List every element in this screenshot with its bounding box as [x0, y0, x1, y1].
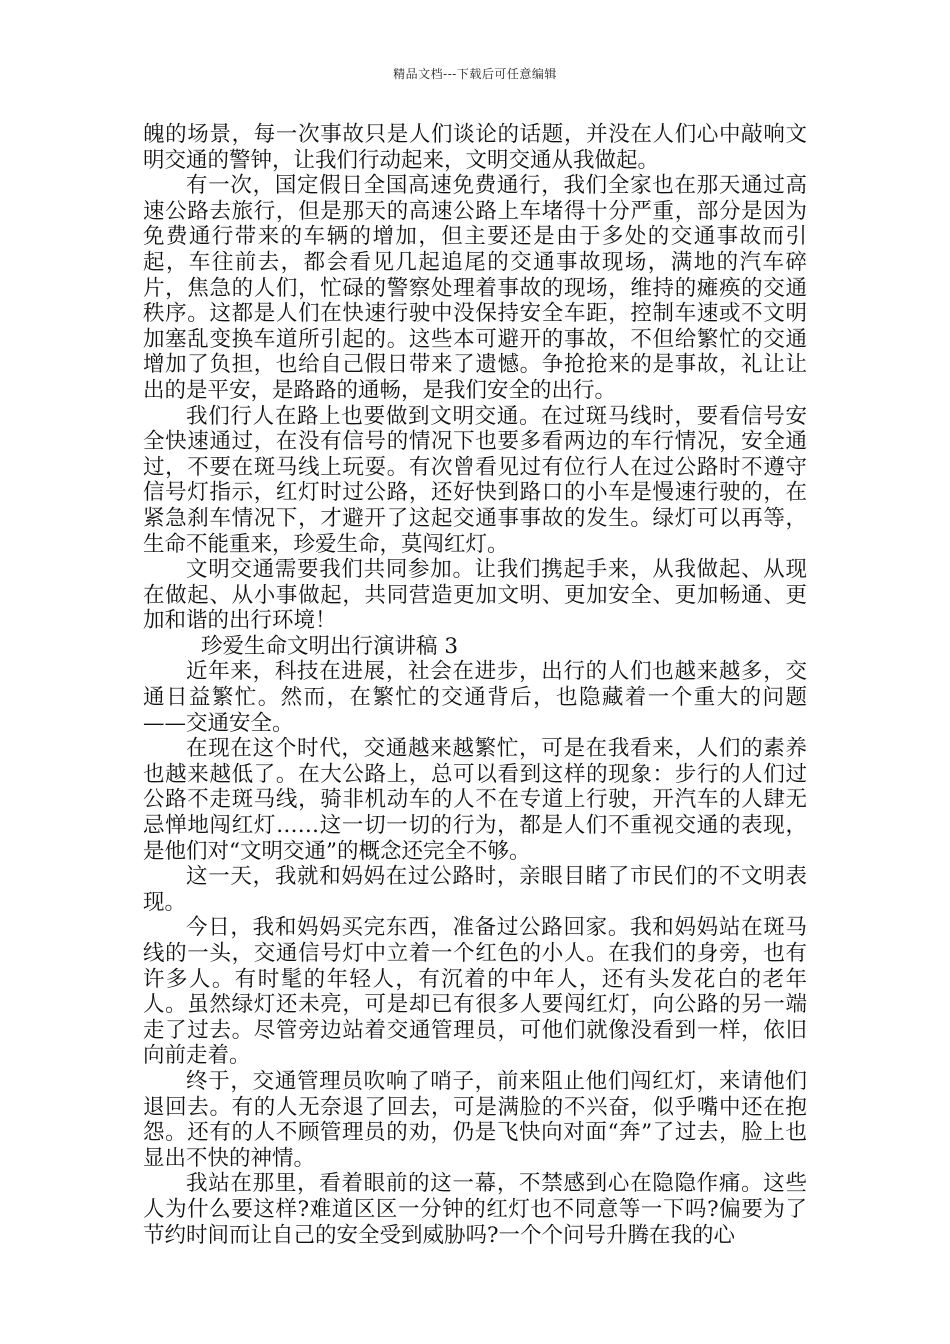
paragraph: 近年来，科技在进展，社会在进步，出行的人们也越来越多，交通日益繁忙。然而，在繁忙的交通背后，也隐藏着一个重大的问题——交通安全。: [143, 659, 807, 736]
page-header: 精品文档---下载后可任意编辑: [393, 67, 557, 81]
paragraph: 今日，我和妈妈买完东西，准备过公路回家。我和妈妈站在斑马线的一头，交通信号灯中立着一个红色的小人。在我们的身旁，也有许多人。有时髦的年轻人，有沉着的中年人，还有头发花白的老年人。虽然绿灯还未亮，可是却已有很多人要闯红灯，向公路的另一端走了过去。尽管旁边站着交通管理员，可他们就像没看到一样，依旧向前走着。: [143, 915, 807, 1069]
paragraph: 我们行人在路上也要做到文明交通。在过斑马线时，要看信号安全快速通过，在没有信号的情况下也要多看两边的车行情况，安全通过，不要在斑马线上玩耍。有次曾看见过有位行人在过公路时不遵守信号灯指示，红灯时过公路，还好快到路口的小车是慢速行驶的，在紧急刹车情况下，才避开了这起交通事事故的发生。绿灯可以再等，生命不能重来，珍爱生命，莫闯红灯。: [143, 403, 807, 557]
paragraph: 终于，交通管理员吹响了哨子，前来阻止他们闯红灯，来请他们退回去。有的人无奈退了回去，可是满脸的不兴奋，似乎嘴中还在抱怨。还有的人不顾管理员的劝，仍是飞快向对面“奔”了过去，脸上也显出不快的神情。: [143, 1068, 807, 1171]
paragraph: 我站在那里，看着眼前的这一幕，不禁感到心在隐隐作痛。这些人为什么要这样?难道区区一分钟的红灯也不同意等一下吗?偏要为了节约时间而让自己的安全受到威胁吗?一个个问号升腾在我的心: [143, 1171, 807, 1248]
document-body: [143, 122, 807, 1248]
paragraph: 有一次，国定假日全国高速免费通行，我们全家也在那天通过高速公路去旅行，但是那天的高速公路上车堵得十分严重，部分是因为免费通行带来的车辆的增加，但主要还是由于多处的交通事故而引起，车往前去，都会看见几起追尾的交通事故现场，满地的汽车碎片，焦急的人们，忙碌的警察处理着事故的现场，维持的瘫痪的交通秩序。这都是人们在快速行驶中没保持安全车距，控制车速或不文明加塞乱变换车道所引起的。这些本可避开的事故，不但给繁忙的交通增加了负担，也给自己假日带来了遗憾。争抢抢来的是事故，礼让让出的是平安，是路路的通畅，是我们安全的出行。: [143, 173, 807, 403]
paragraph: 在现在这个时代，交通越来越繁忙，可是在我看来，人们的素养也越来越低了。在大公路上，总可以看到这样的现象：步行的人们过公路不走斑马线，骑非机动车的人不在专道上行驶，开汽车的人肆无忌惮地闯红灯……这一切一切的行为，都是人们不重视交通的表现，是他们对“文明交通”的概念还完全不够。: [143, 736, 807, 864]
paragraph: 魄的场景，每一次事故只是人们谈论的话题，并没在人们心中敲响文明交通的警钟，让我们行动起来，文明交通从我做起。: [143, 122, 807, 173]
section-heading: 珍爱生命文明出行演讲稿 3: [201, 633, 459, 659]
paragraph: 这一天，我就和妈妈在过公路时，亲眼目睹了市民们的不文明表现。: [143, 864, 807, 915]
paragraph: 文明交通需要我们共同参加。让我们携起手来，从我做起、从现在做起、从小事做起，共同营造更加文明、更加安全、更加畅通、更加和谐的出行环境！: [143, 557, 807, 634]
